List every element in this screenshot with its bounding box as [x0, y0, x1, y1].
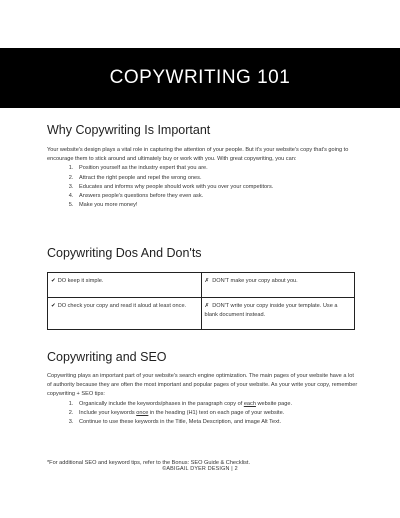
dont-text: DON'T make your copy about you.: [212, 278, 298, 284]
check-icon: ✔: [51, 303, 56, 309]
x-icon: ✗: [204, 278, 210, 284]
why-heading: Why Copywriting Is Important: [47, 123, 211, 137]
dont-text: DON'T write your copy inside your template. Use a blank document instead.: [204, 303, 338, 319]
list-text: Organically include the keywords/phases in the paragraph copy of: [79, 400, 244, 407]
do-cell: [48, 273, 202, 298]
check-icon: ✔: [51, 278, 56, 284]
list-item: 5. Make you more money!: [75, 201, 359, 210]
x-icon: ✗: [204, 303, 210, 309]
dont-cell: [201, 298, 355, 330]
underlined-text: each: [243, 400, 256, 407]
page-title: COPYWRITING 101: [109, 67, 291, 88]
seo-intro: Copywriting plays an important part of your website's search engine optimization. The main pages of your website have a lot of authority because they are often the most important and popular pages of your website. As your write your copy, remember copywriting + SEO tips:: [47, 373, 358, 398]
seo-heading: Copywriting and SEO: [47, 350, 167, 364]
list-item: [75, 400, 359, 409]
do-text: DO check your copy and read it aloud at least once.: [57, 303, 187, 309]
list-text: website page.: [255, 400, 293, 407]
why-list: [47, 164, 359, 210]
do-text: DO keep it simple.: [57, 278, 104, 284]
list-text: Include your keywords: [79, 409, 137, 416]
title-banner: [0, 48, 400, 108]
underlined-text: once: [136, 409, 149, 416]
list-item: 2. Attract the right people and repel the wrong ones.: [75, 174, 359, 183]
dos-donts-section: [47, 245, 359, 319]
why-intro: Your website's design plays a vital role in capturing the attention of your people. But it's your website's copy that's going to encourage them to stick around and ultimately buy or work with you. With great copywriting, you can:: [47, 147, 349, 163]
seo-list: [47, 400, 359, 428]
why-section: [47, 122, 359, 210]
dont-cell: [201, 273, 355, 298]
table-row: [48, 298, 355, 330]
dos-donts-heading: Copywriting Dos And Don'ts: [47, 246, 202, 260]
list-item: 4. Answers people's questions before they even ask.: [75, 192, 359, 201]
list-item: 3. Educates and informs why people should work with you over your competitors.: [75, 183, 359, 192]
seo-section: [47, 349, 359, 427]
footnote: *For additional SEO and keyword tips, refer to the Bonus: SEO Guide & Checklist.: [47, 460, 251, 466]
table-row: [48, 273, 355, 298]
dos-donts-table: [47, 272, 355, 330]
list-text: in the heading (H1) text on each page of your website.: [148, 409, 285, 416]
do-cell: [48, 298, 202, 330]
page-footer: ©ABIGAIL DYER DESIGN | 2: [162, 466, 238, 472]
list-item: [75, 409, 359, 418]
list-item: 3. Continue to use these keywords in the Title, Meta Description, and image Alt Text.: [75, 418, 359, 427]
list-item: 1. Position yourself as the industry expert that you are.: [75, 164, 359, 173]
